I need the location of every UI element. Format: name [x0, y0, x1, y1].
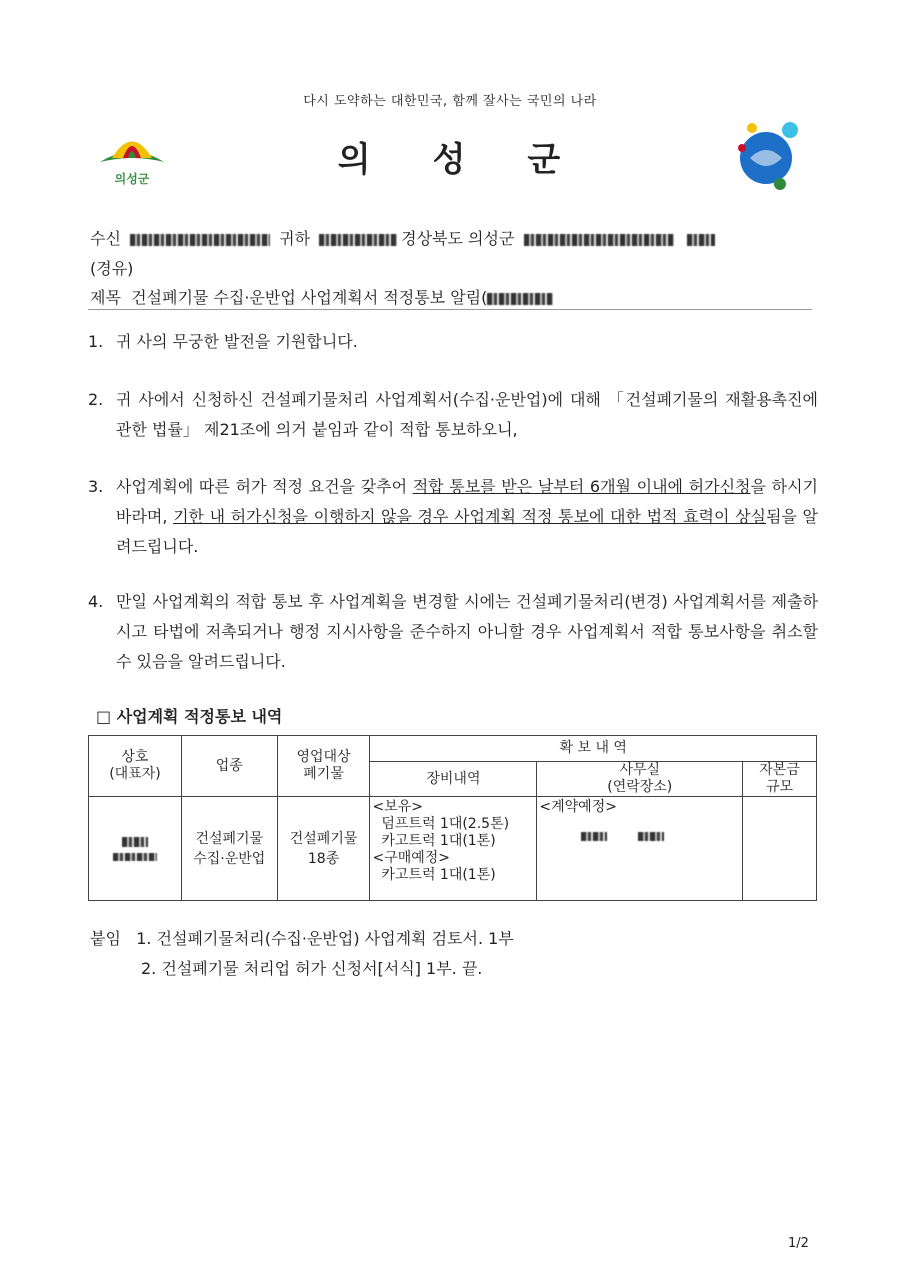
paragraph-1	[88, 327, 818, 357]
text-run: 사업계획에 따른 허가 적정 요건을 갖추어	[116, 477, 413, 496]
redacted-office-2	[638, 832, 664, 841]
org-name-char: 의	[337, 140, 373, 180]
header-capital: 자본금 규모	[743, 762, 817, 797]
attachment-1	[90, 926, 514, 949]
redacted-company	[122, 837, 148, 847]
text-run: 됨을 알려드립니다.	[116, 507, 818, 556]
honorific: 귀하	[279, 229, 311, 248]
paragraph-4	[88, 587, 818, 677]
paragraph-2	[88, 385, 818, 445]
redacted-address-2	[687, 234, 715, 246]
slogan-emblem-logo	[730, 114, 810, 194]
underlined-warning: 기한 내 허가신청을 이행하지 않을 경우 사업계획 적정 통보에 대한 법적 효력이 상실	[173, 507, 766, 526]
redacted-representative	[113, 853, 157, 861]
paragraph-text: 귀 사의 무궁한 발전을 기원합니다.	[116, 332, 358, 351]
header-business: 업종	[181, 736, 277, 797]
redacted-recipient	[130, 234, 270, 246]
subject-label: 제목	[90, 288, 121, 307]
org-name-char: 성	[432, 140, 468, 180]
cell-company	[89, 797, 182, 901]
redacted-zip	[319, 234, 397, 246]
recipient-label: 수신	[90, 229, 121, 248]
cell-capital	[743, 797, 817, 901]
office-status: <계약예정>	[539, 799, 617, 815]
underlined-deadline: 적합 통보를 받은 날부터 6개월 이내에 허가신청	[412, 477, 751, 496]
paragraph-number: 3.	[88, 477, 104, 496]
header-waste: 영업대상 폐기물	[277, 736, 370, 797]
slogan: 다시 도약하는 대한민국, 함께 잘사는 국민의 나라	[303, 94, 597, 109]
redacted-office	[581, 832, 607, 841]
cell-business: 건설폐기물 수집·운반업	[181, 797, 277, 901]
header-secured: 확 보 내 역	[370, 736, 817, 762]
redacted-subject	[487, 293, 553, 305]
cell-office	[537, 797, 743, 901]
section-title: □ 사업계획 적정통보 내역	[96, 707, 283, 726]
org-name-char: 군	[527, 140, 563, 180]
header-divider	[88, 309, 812, 310]
paragraph-text	[116, 472, 818, 562]
address-text: 경상북도 의성군	[401, 229, 515, 248]
svg-text:의성군: 의성군	[114, 172, 150, 186]
header-equipment: 장비내역	[370, 762, 537, 797]
paragraph-number: 1.	[88, 332, 104, 351]
attachment-label: 붙임	[90, 929, 121, 948]
recipient-line	[90, 226, 719, 249]
plan-table	[88, 735, 817, 901]
subject-text: 건설폐기물 수집·운반업 사업계획서 적정통보 알림(	[131, 288, 488, 307]
paragraph-number: 4.	[88, 592, 104, 611]
cell-waste: 건설폐기물 18종	[277, 797, 370, 901]
page-number: 1/2	[788, 1236, 809, 1251]
paragraph-text: 만일 사업계획의 적합 통보 후 사업계획을 변경할 시에는 건설폐기물처리(변경) 사업계획서를 제출하시고 타법에 저촉되거나 행정 지시사항을 준수하지 아니할 경우 사업계획서 적합 통보사항을 취소할 수 있음을 알려드립니다.	[116, 592, 818, 671]
attachment-2: 2. 건설폐기물 처리업 허가 신청서[서식] 1부. 끝.	[141, 959, 483, 978]
header-office: 사무실 (연락장소)	[537, 762, 743, 797]
paragraph-text: 귀 사에서 신청하신 건설폐기물처리 사업계획서(수집·운반업)에 대해 「건설폐기물의 재활용촉진에 관한 법률」 제21조에 의거 붙임과 같이 적합 통보하오니,	[116, 390, 818, 439]
header-company: 상호 (대표자)	[89, 736, 182, 797]
attachment-item: 1. 건설폐기물처리(수집·운반업) 사업계획 검토서. 1부	[136, 929, 514, 948]
redacted-address	[524, 234, 674, 246]
subject-line	[90, 285, 557, 308]
via-label: (경유)	[90, 259, 134, 278]
text-run: 을 하시기 바라며,	[116, 477, 818, 526]
paragraph-number: 2.	[88, 390, 104, 409]
cell-equipment: <보유> 덤프트럭 1대(2.5톤) 카고트럭 1대(1톤) <구매예정> 카고트럭 1대(1톤)	[370, 797, 537, 901]
paragraph-3	[88, 472, 818, 562]
